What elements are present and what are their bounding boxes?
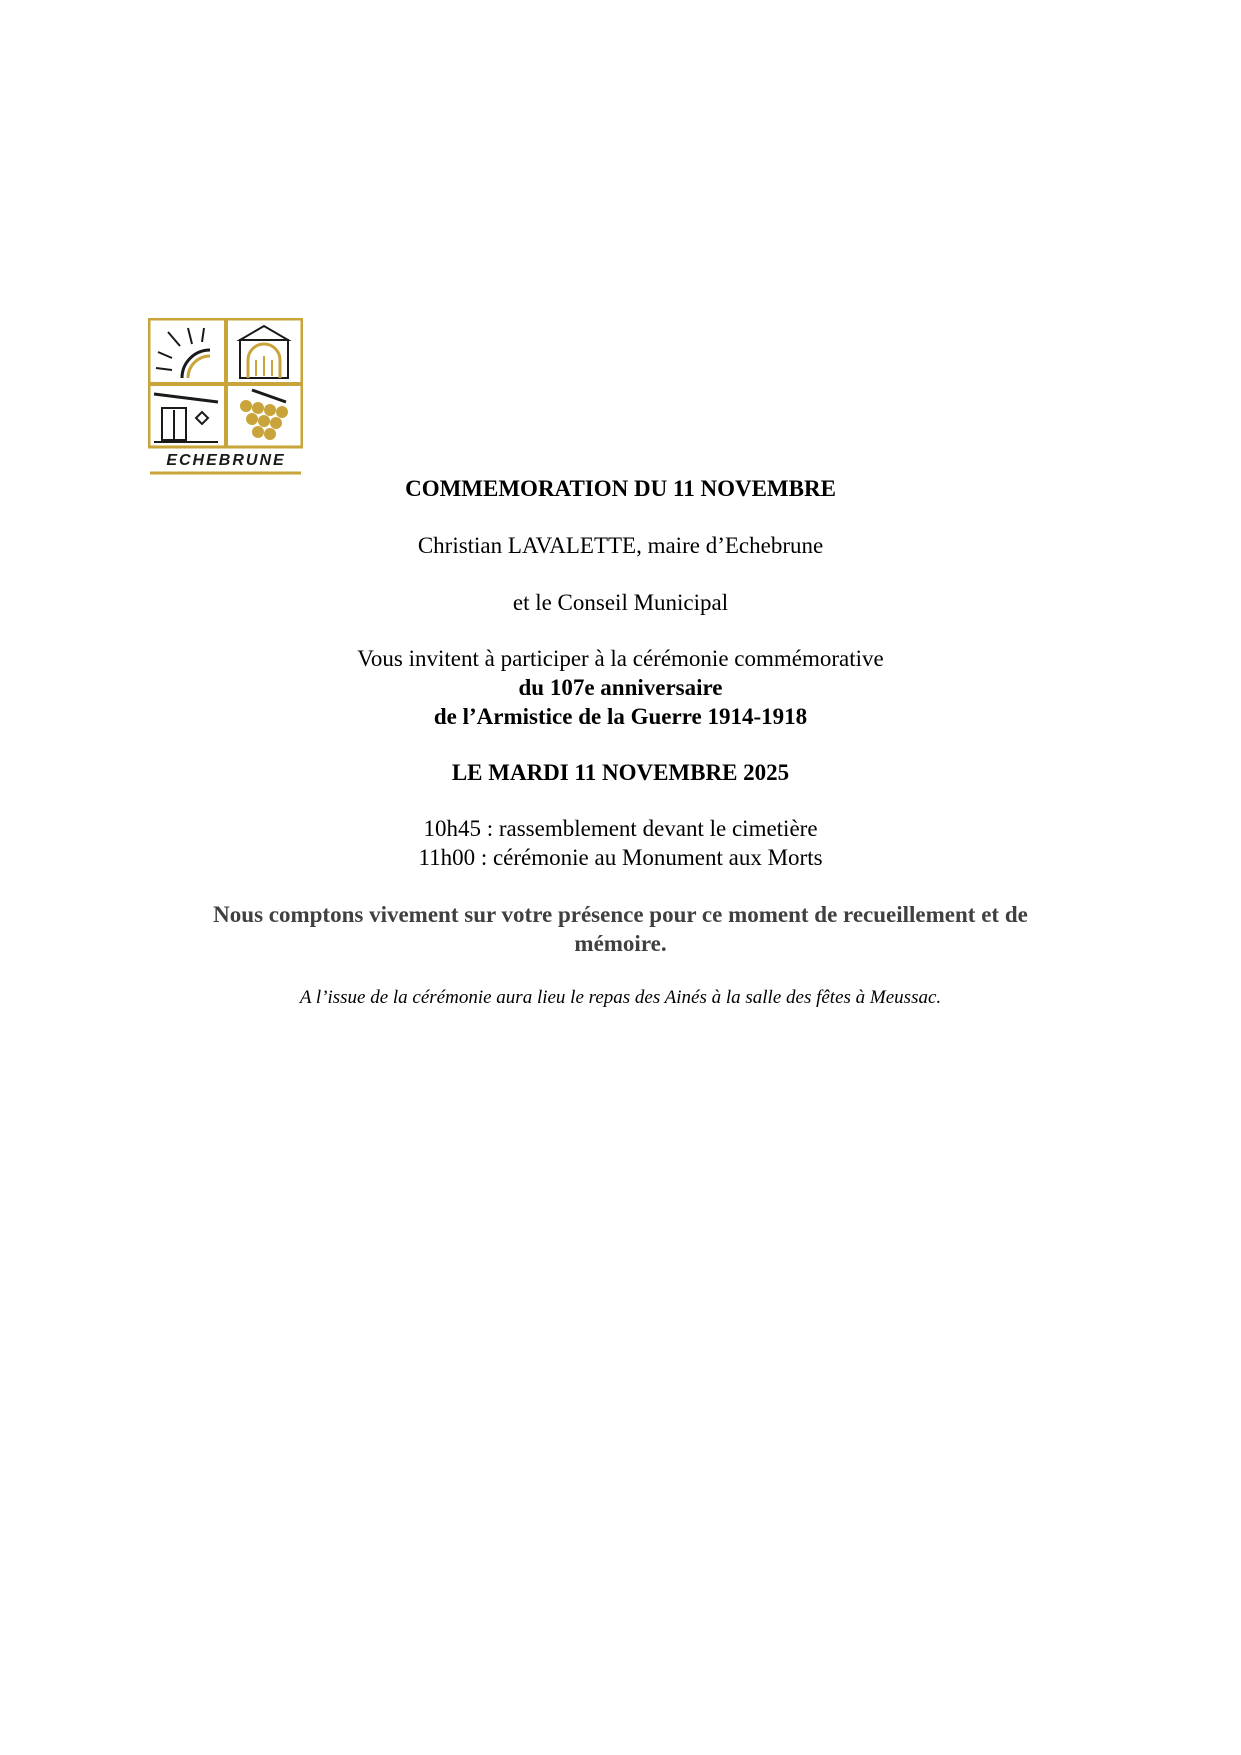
date-block: [120, 758, 1121, 787]
echebrune-logo-graphic: [148, 318, 303, 475]
footnote: A l’issue de la cérémonie aura lieu le repas des Ainés à la salle des fêtes à Meussac.: [299, 987, 942, 1008]
house-icon: [154, 394, 218, 442]
council-block: [120, 588, 1121, 617]
grapes-icon: [240, 390, 288, 440]
closing-line: Nous comptons vivement sur votre présence pour ce moment de recueillement et de: [213, 902, 1028, 927]
invite-line: Vous invitent à participer à la cérémonie commémorative: [357, 646, 884, 671]
logo-name: ECHEBRUNE: [166, 452, 286, 469]
echebrune-logo: [148, 318, 303, 475]
closing-block: [120, 900, 1121, 958]
sun-icon: [156, 328, 210, 378]
title-block: [120, 474, 1121, 503]
schedule-item: 11h00 : cérémonie au Monument aux Morts: [418, 845, 823, 870]
footnote-block: [120, 985, 1121, 1010]
schedule-item: 10h45 : rassemblement devant le cimetière: [423, 816, 818, 841]
mayor-block: [120, 531, 1121, 560]
invitation-block: [120, 644, 1121, 731]
closing-line: mémoire.: [574, 931, 667, 956]
event-date: LE MARDI 11 NOVEMBRE 2025: [451, 760, 790, 785]
anniversary-line: du 107e anniversaire: [518, 675, 723, 700]
page-title: COMMEMORATION DU 11 NOVEMBRE: [405, 476, 836, 501]
tower-icon: [240, 326, 288, 378]
council-line: et le Conseil Municipal: [512, 590, 729, 615]
armistice-line: de l’Armistice de la Guerre 1914-1918: [433, 704, 808, 729]
mayor-line: Christian LAVALETTE, maire d’Echebrune: [417, 533, 824, 558]
schedule-block: [120, 814, 1121, 872]
